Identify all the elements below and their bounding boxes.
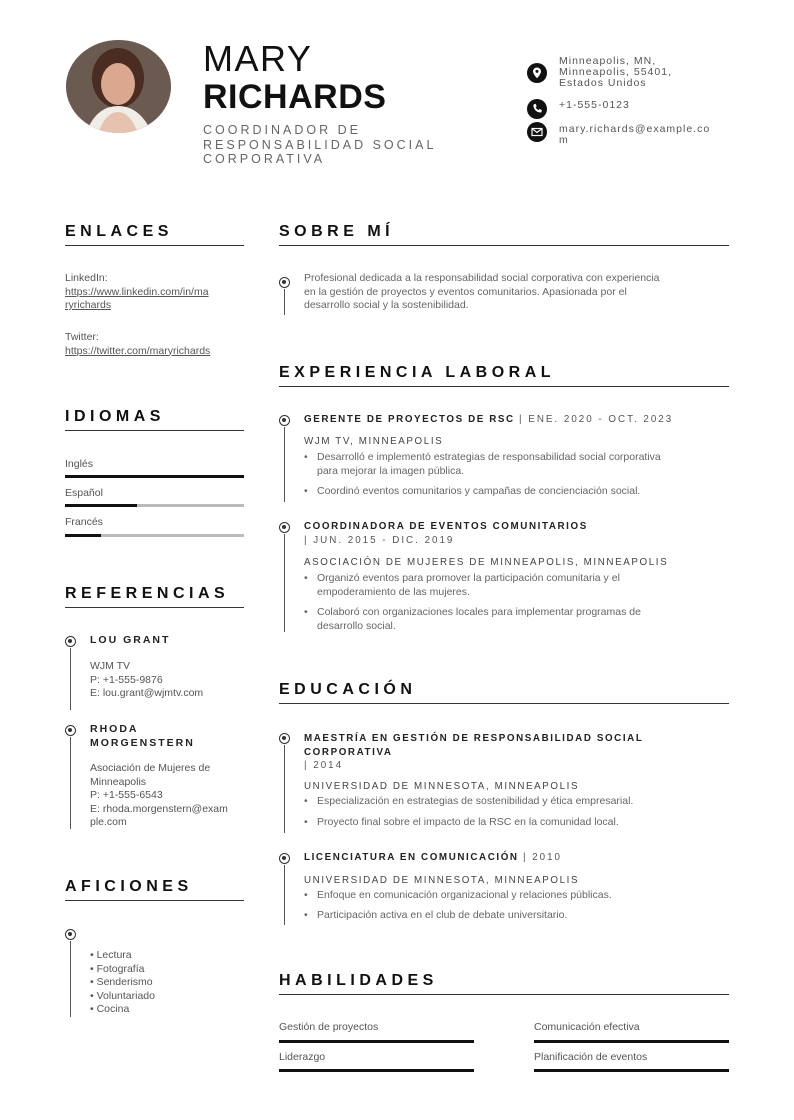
timeline-dot-icon: [279, 277, 290, 288]
linkedin-label: LinkedIn:: [65, 272, 108, 284]
hobbies-title: AFICIONES: [65, 878, 193, 895]
language-bar-fill: [65, 534, 101, 537]
links-block: [65, 272, 250, 313]
section-divider: [279, 386, 729, 387]
timeline-dot-icon: [65, 725, 76, 736]
linkedin-link-line[interactable]: ryrichards: [65, 299, 112, 311]
email-line[interactable]: mary.richards@example.co: [559, 123, 711, 135]
hobby-item: • Lectura: [90, 949, 132, 961]
about-title: SOBRE MÍ: [279, 223, 395, 240]
reference-detail: P: +1-555-9876: [90, 673, 163, 686]
timeline-line: [284, 289, 285, 315]
bullet-line: Proyecto final sobre el impacto de la RSC en la comunidad local.: [317, 816, 619, 828]
bullet-line: desarrollo social.: [317, 619, 396, 632]
job-title-line: COORDINADOR DE: [203, 123, 361, 137]
address-line: Minneapolis, 55401,: [559, 66, 672, 78]
job-bullet: • Organizó eventos para promover la participación comunitaria y el empoderamiento de las mujeres.: [304, 572, 620, 598]
twitter-link[interactable]: https://twitter.com/maryrichards: [65, 344, 211, 357]
location-pin-icon: [527, 63, 547, 83]
reference-detail: P: +1-555-6543: [90, 789, 163, 801]
skill-label: Liderazgo: [279, 1051, 326, 1063]
address-line: Minneapolis, MN,: [559, 55, 657, 67]
phone-text[interactable]: +1-555-0123: [559, 99, 630, 111]
language-name: Inglés: [65, 458, 94, 470]
timeline-line: [284, 534, 285, 632]
job-bullet: • Desarrolló e implementó estrategias de responsabilidad social corporativa para mejorar la imagen pública.: [304, 451, 661, 477]
degree-line: LICENCIATURA EN COMUNICACIÓN: [304, 852, 519, 863]
skill-label: Comunicación efectiva: [534, 1021, 640, 1033]
degree-date: | 2014: [304, 760, 344, 771]
language-bar-fill: [65, 475, 244, 478]
reference-detail: WJM TV: [90, 660, 131, 672]
timeline-dot-icon: [279, 853, 290, 864]
job-heading: [304, 414, 673, 425]
skill-bar: [534, 1040, 729, 1043]
degree-date: | 2010: [522, 852, 562, 863]
email-text[interactable]: [559, 124, 727, 146]
job-date: | ENE. 2020 - OCT. 2023: [519, 414, 674, 425]
edu-bullet: • Enfoque en comunicación organizacional y relaciones públicas.: [304, 889, 612, 901]
phone-icon: [527, 99, 547, 119]
job-title: [203, 123, 473, 167]
reference-detail: E: rhoda.morgenstern@exam: [90, 802, 228, 815]
language-name: Francés: [65, 516, 103, 528]
skills-title: HABILIDADES: [279, 972, 438, 989]
edu-bullet: • Especialización en estrategias de sostenibilidad y ética empresarial.: [304, 795, 634, 807]
reference-name: [90, 634, 170, 648]
reference-detail: ple.com: [90, 816, 127, 828]
bullet-line: Especialización en estrategias de sostenibilidad y ética empresarial.: [317, 795, 634, 807]
timeline-line: [70, 941, 71, 1017]
contact-address: [527, 56, 727, 92]
bullet-line: Participación activa en el club de debate universitario.: [317, 909, 568, 921]
language-bar: [65, 504, 244, 507]
reference-name-line: RHODA: [90, 723, 139, 735]
education-title: EDUCACIÓN: [279, 681, 417, 698]
section-divider: [65, 900, 244, 901]
skill-bar: [279, 1040, 474, 1043]
section-divider: [65, 430, 244, 431]
language-bar: [65, 534, 244, 537]
timeline-line: [70, 737, 71, 829]
hobby-item: • Senderismo: [90, 976, 153, 988]
bullet-line: empoderamiento de las mujeres.: [317, 585, 470, 598]
hobby-item: • Voluntariado: [90, 989, 155, 1002]
contact-phone: [527, 98, 727, 120]
timeline-dot-icon: [279, 522, 290, 533]
job-date-row: [304, 535, 454, 546]
reference-detail: E: lou.grant@wjmtv.com: [90, 687, 204, 699]
experience-title: EXPERIENCIA LABORAL: [279, 364, 556, 381]
about-line: en la gestión de proyectos y eventos comunitarios. Apasionada por el: [304, 285, 627, 298]
about-line: desarrollo social y la sostenibilidad.: [304, 299, 469, 311]
section-divider: [65, 245, 244, 246]
bullet-line: Coordinó eventos comunitarios y campañas de concienciación social.: [317, 485, 641, 497]
address-line: Estados Unidos: [559, 77, 647, 89]
email-icon: [527, 122, 547, 142]
school-name: UNIVERSIDAD DE MINNESOTA, MINNEAPOLIS: [304, 875, 580, 886]
degree-line: MAESTRÍA EN GESTIÓN DE RESPONSABILIDAD SOCIAL: [304, 733, 644, 744]
timeline-line: [284, 427, 285, 502]
language-bar-fill: [65, 504, 137, 507]
job-role: GERENTE DE PROYECTOS DE RSC: [304, 414, 515, 425]
linkedin-link[interactable]: [65, 286, 250, 313]
skill-bar: [534, 1069, 729, 1072]
bullet-line: para mejorar la imagen pública.: [317, 464, 465, 477]
timeline-dot-icon: [65, 636, 76, 647]
first-name: MARY: [203, 38, 313, 79]
references-title: REFERENCIAS: [65, 585, 230, 602]
job-title-line: RESPONSABILIDAD SOCIAL: [203, 137, 437, 152]
linkedin-link-line[interactable]: https://www.linkedin.com/in/ma: [65, 285, 209, 298]
language-name: Español: [65, 487, 103, 499]
bullet-line: Organizó eventos para promover la participación comunitaria y el: [317, 572, 620, 584]
bullet-line: Colaboró con organizaciones locales para implementar programas de: [317, 606, 641, 618]
reference-detail: Asociación de Mujeres de: [90, 762, 211, 774]
skill-bar: [279, 1069, 474, 1072]
job-company: ASOCIACIÓN DE MUJERES DE MINNEAPOLIS, MINNEAPOLIS: [304, 557, 669, 568]
last-name: RICHARDS: [203, 78, 387, 116]
job-bullet: • Coordinó eventos comunitarios y campañas de concienciación social.: [304, 485, 641, 497]
languages-title: IDIOMAS: [65, 408, 165, 425]
contact-email: [527, 122, 727, 148]
reference-details: [90, 762, 250, 830]
links-title: ENLACES: [65, 223, 173, 240]
bullet-line: Desarrolló e implementó estrategias de responsabilidad social corporativa: [317, 451, 661, 463]
skill-label: Planificación de eventos: [534, 1051, 648, 1063]
twitter-block: [65, 331, 250, 358]
edu-bullet: • Proyecto final sobre el impacto de la RSC en la comunidad local.: [304, 816, 619, 828]
section-divider: [279, 245, 729, 246]
reference-name-line: LOU GRANT: [90, 634, 171, 646]
edu-bullet: • Participación activa en el club de debate universitario.: [304, 909, 568, 921]
hobby-item: • Fotografía: [90, 962, 145, 975]
job-title-line: CORPORATIVA: [203, 152, 326, 166]
reference-details: [90, 660, 250, 701]
degree-title: [304, 852, 562, 863]
reference-name-line: MORGENSTERN: [90, 736, 195, 749]
skill-label: Gestión de proyectos: [279, 1021, 379, 1033]
job-role: COORDINADORA DE EVENTOS COMUNITARIOS: [304, 521, 588, 532]
hobby-item: • Cocina: [90, 1003, 130, 1015]
timeline-line: [284, 865, 285, 925]
job-company: WJM TV, MINNEAPOLIS: [304, 436, 444, 447]
timeline-dot-icon: [279, 733, 290, 744]
job-date: | JUN. 2015 - DIC. 2019: [304, 535, 455, 546]
timeline-line: [70, 648, 71, 710]
bullet-line: Enfoque en comunicación organizacional y relaciones públicas.: [317, 889, 612, 901]
language-bar: [65, 475, 244, 478]
degree-title: [304, 732, 643, 773]
timeline-dot-icon: [279, 415, 290, 426]
school-name: UNIVERSIDAD DE MINNESOTA, MINNEAPOLIS: [304, 781, 580, 792]
reference-detail: Minneapolis: [90, 775, 147, 788]
about-line: Profesional dedicada a la responsabilidad social corporativa con experiencia: [304, 272, 660, 284]
reference-name: [90, 723, 195, 750]
email-line[interactable]: m: [559, 134, 569, 146]
hobbies-list: [90, 949, 155, 1017]
degree-line: CORPORATIVA: [304, 746, 393, 758]
timeline-dot-icon: [65, 929, 76, 940]
profile-photo: [66, 40, 171, 133]
job-bullet: • Colaboró con organizaciones locales para implementar programas de desarrollo social.: [304, 606, 641, 632]
twitter-label: Twitter:: [65, 331, 99, 343]
section-divider: [65, 607, 244, 608]
about-text: [304, 272, 734, 313]
section-divider: [279, 994, 729, 995]
timeline-line: [284, 745, 285, 833]
section-divider: [279, 703, 729, 704]
